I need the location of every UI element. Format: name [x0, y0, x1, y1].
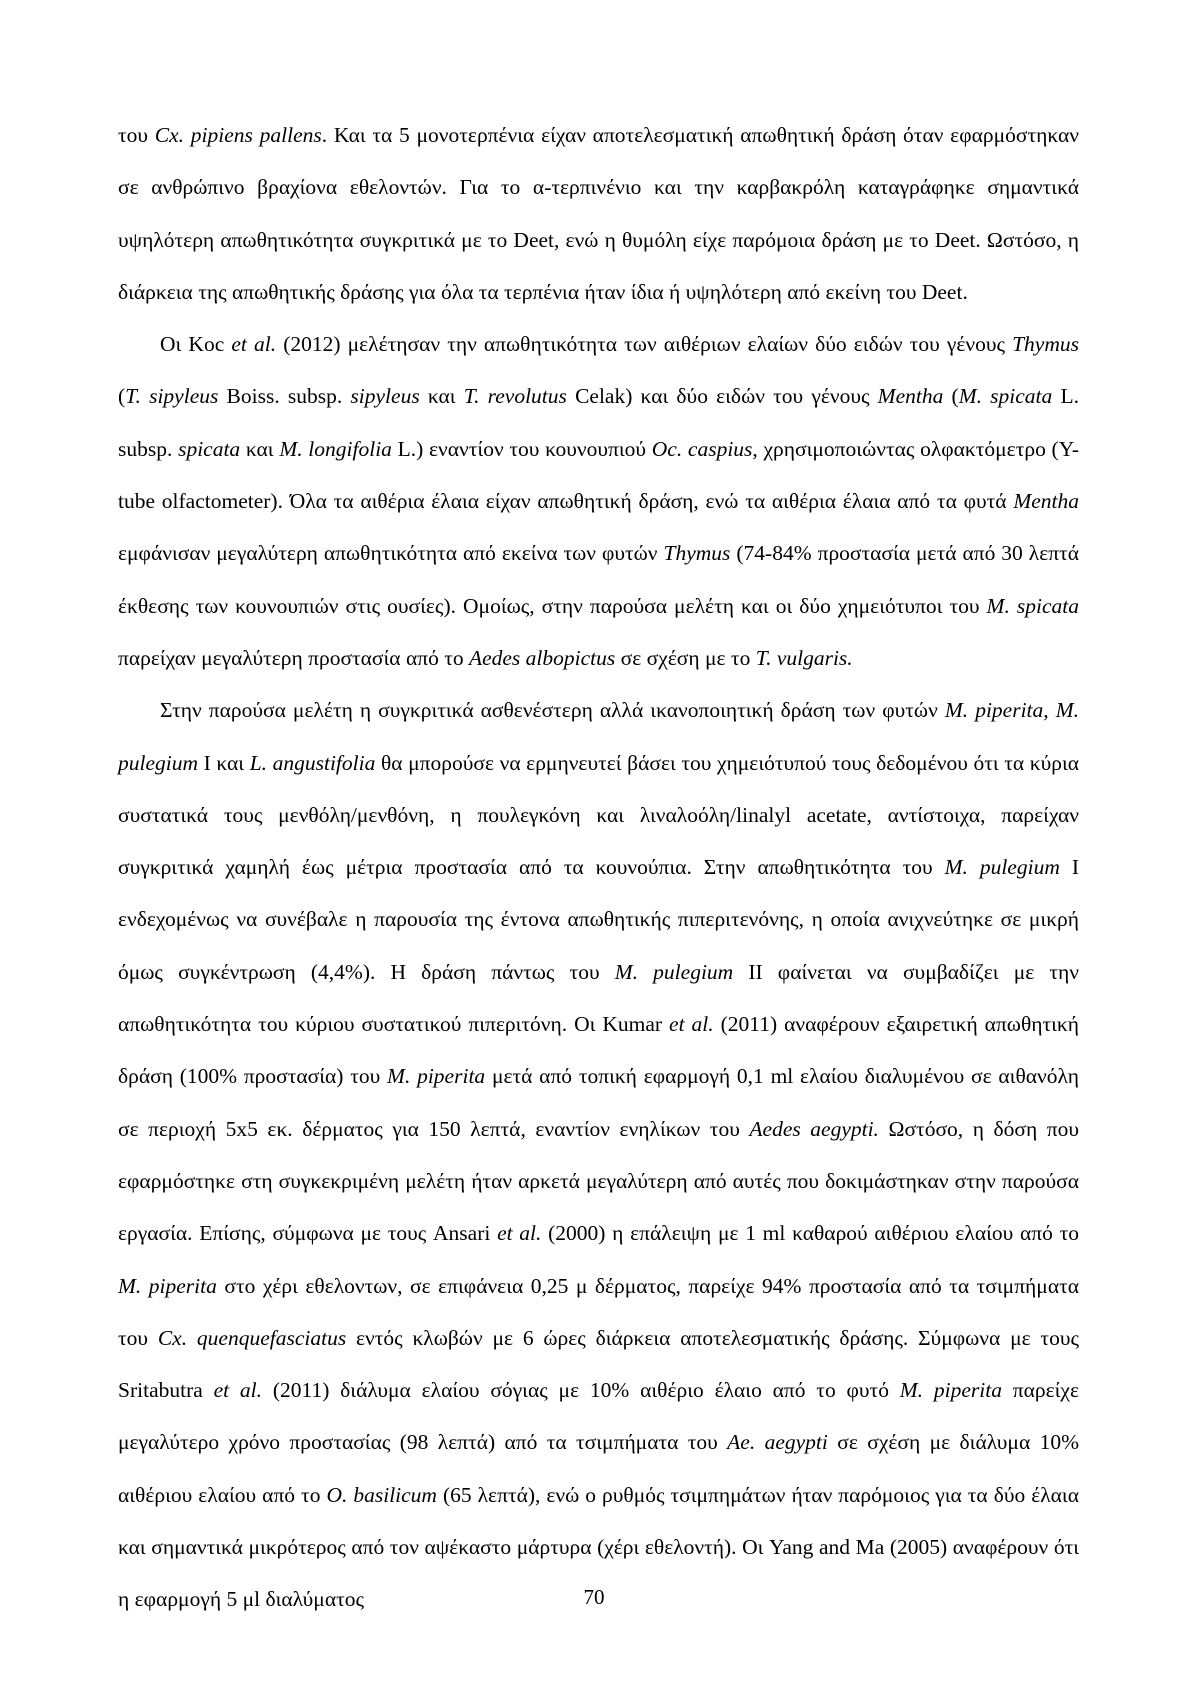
- italic-text-run: M. pulegium: [614, 959, 734, 984]
- italic-text-run: M. piperita: [118, 1273, 217, 1298]
- paragraph-3: [118, 684, 1079, 1625]
- italic-text-run: et al.: [231, 332, 277, 357]
- text-run: Boiss. subsp.: [218, 384, 351, 409]
- paragraph-2: [118, 318, 1079, 684]
- text-run: μετά από τοπική εφαρμογή 0,1 ml ελαίου διαλυμένου σε αιθανόλη σε περιοχή 5x5 εκ. δέρματος για 150 λεπτά, εναντίον ενηλίκων του: [118, 1064, 1079, 1141]
- italic-text-run: M. pulegium: [944, 855, 1060, 880]
- text-run: Οι Koc: [160, 332, 232, 357]
- italic-text-run: et al.: [669, 1012, 714, 1037]
- document-page: [118, 109, 1079, 1626]
- italic-text-run: M. piperita: [899, 1378, 1002, 1403]
- text-run: (2000) η επάλειψη με 1 ml καθαρού αιθέριου ελαίου από το: [541, 1221, 1079, 1246]
- text-run: . Και τα 5 μονοτερπένια είχαν αποτελεσματική απωθητική δράση όταν εφαρμόστηκαν σε ανθρώπινο βραχίονα εθελοντών. Για το α-τερπινένιο και την καρβακρόλη καταγράφηκε σημαντικά υψηλότερη απωθητικότητα συγκριτικά με το Deet, ενώ η θυμόλη είχε παρόμοια δράση με το Deet. Ωστόσο, η διάρκεια της απωθητικής δράσης για όλα τα τερπένια ήταν ίδια ή υψηλότερη από εκείνη του Deet.: [118, 123, 1079, 304]
- text-run: II φαίνεται να συμβαδίζει με την απωθητικότητα του κύριου συστατικού πιπεριτόνη. Οι Kumar: [118, 959, 1079, 1037]
- italic-text-run: sipyleus: [350, 384, 420, 409]
- italic-text-run: M. longifolia: [279, 436, 392, 461]
- text-run: Στην παρούσα μελέτη η συγκριτικά ασθενέστερη αλλά ικανοποιητική δράση των φυτών: [160, 698, 945, 723]
- text-run: παρείχε μεγαλύτερο χρόνο προστασίας (98 λεπτά) από τα τσιμπήματα του: [118, 1378, 1079, 1455]
- italic-text-run: Oc. caspius: [651, 436, 753, 461]
- text-run: L.) εναντίον του κουνουπιού: [391, 436, 652, 461]
- text-run: Celak) και δύο ειδών του γένους: [566, 384, 878, 409]
- text-run: και: [240, 436, 280, 461]
- italic-text-run: T. revolutus: [463, 384, 567, 409]
- text-run: (74-84% προστασία μετά από 30 λεπτά έκθεσης των κουνουπιών στις ουσίες). Ομοίως, στην παρούσα μελέτη και οι δύο χημειότυποι του: [118, 541, 1079, 618]
- italic-text-run: T. vulgaris.: [755, 645, 853, 670]
- text-run: του: [118, 123, 155, 147]
- text-run: σε σχέση με διάλυμα 10% αιθέριου ελαίου από το: [118, 1430, 1079, 1507]
- text-run: , χρησιμοποιώντας ολφακτόμετρο (Y-tube olfactometer). Όλα τα αιθέρια έλαια είχαν απωθητική δράση, ενώ τα αιθέρια έλαια από τα φυτά: [118, 436, 1079, 514]
- text-run: (2012) μελέτησαν την απωθητικότητα των αιθέριων ελαίων δύο ειδών του γένους: [276, 332, 1013, 357]
- text-run: I ενδεχομένως να συνέβαλε η παρουσία της έντονα απωθητικής πιπεριτενόνης, η οποία ανιχνεύτηκε σε μικρή όμως συγκέντρωση (4,4%). Η δράση πάντως του: [118, 855, 1079, 984]
- page-number: 70: [583, 1585, 605, 1609]
- text-run: L. subsp.: [118, 384, 1079, 461]
- italic-text-run: et al.: [497, 1221, 542, 1246]
- italic-text-run: Cx. quenquefasciatus: [157, 1325, 347, 1350]
- italic-text-run: Aedes aegypti.: [749, 1116, 879, 1141]
- text-run: (2011) διάλυμα ελαίου σόγιας με 10% αιθέριο έλαιο από το φυτό: [262, 1378, 900, 1403]
- text-run: στο χέρι εθελοντων, σε επιφάνεια 0,25 μ δέρματος, παρείχε 94% προστασία από τα τσιμπήματα του: [118, 1273, 1079, 1350]
- italic-text-run: M. spicata: [958, 384, 1053, 409]
- text-run: παρείχαν μεγαλύτερη προστασία από το: [118, 645, 469, 670]
- italic-text-run: Aedes albopictus: [468, 645, 616, 670]
- text-run: εντός κλωβών με 6 ώρες διάρκεια αποτελεσματικής δράσης. Σύμφωνα με τους Sritabutra: [118, 1325, 1079, 1403]
- italic-text-run: L. angustifolia: [249, 750, 376, 775]
- italic-text-run: Thymus: [663, 541, 731, 566]
- text-run: Ωστόσο, η δόση που εφαρμόστηκε στη συγκεκριμένη μελέτη ήταν αρκετά μεγαλύτερη από αυτές που δοκιμάστηκαν στην παρούσα εργασία. Επίσης, σύμφωνα με τους Ansari: [118, 1116, 1079, 1246]
- italic-text-run: M. piperita: [387, 1064, 486, 1089]
- italic-text-run: Cx. pipiens pallens: [154, 123, 322, 147]
- text-run: σε σχέση με το: [615, 645, 756, 670]
- italic-text-run: Thymus: [1012, 332, 1079, 357]
- italic-text-run: M. piperita, M. pulegium: [118, 698, 1079, 775]
- italic-text-run: Ae. aegypti: [727, 1430, 828, 1455]
- italic-text-run: T. sipyleus: [125, 384, 219, 409]
- text-run: I και: [198, 750, 250, 775]
- text-run: (: [943, 384, 959, 409]
- text-run: εμφάνισαν μεγαλύτερη απωθητικότητα από εκείνα των φυτών: [118, 541, 664, 566]
- italic-text-run: et al.: [213, 1378, 263, 1403]
- italic-text-run: Mentha: [877, 384, 944, 409]
- text-run: και: [419, 384, 464, 409]
- text-run: (: [118, 384, 126, 409]
- paragraph-1: [118, 109, 1079, 318]
- italic-text-run: spicata: [178, 436, 241, 461]
- text-run: (65 λεπτά), ενώ ο ρυθμός τσιμπημάτων ήταν παρόμοιος για τα δύο έλαια και σημαντικά μικρότερος από τον αψέκαστο μάρτυρα (χέρι εθελοντή). Οι Yang and Ma (2005) αναφέρουν ότι η εφαρμογή 5 μl διαλύματος: [118, 1482, 1079, 1612]
- text-run: θα μπορούσε να ερμηνευτεί βάσει του χημειότυπού τους δεδομένου ότι τα κύρια συστατικά τους μενθόλη/μενθόνη, η πουλεγκόνη και λιναλοόλη/linalyl acetate, αντίστοιχα, παρείχαν συγκριτικά χαμηλή έως μέτρια προστασία από τα κουνούπια. Στην απωθητικότητα του: [118, 750, 1079, 880]
- italic-text-run: O. basilicum: [326, 1482, 437, 1507]
- text-run: (2011) αναφέρουν εξαιρετική απωθητική δράση (100% προστασία) του: [118, 1012, 1079, 1089]
- italic-text-run: Mentha: [1013, 489, 1079, 514]
- italic-text-run: M. spicata: [986, 593, 1079, 618]
